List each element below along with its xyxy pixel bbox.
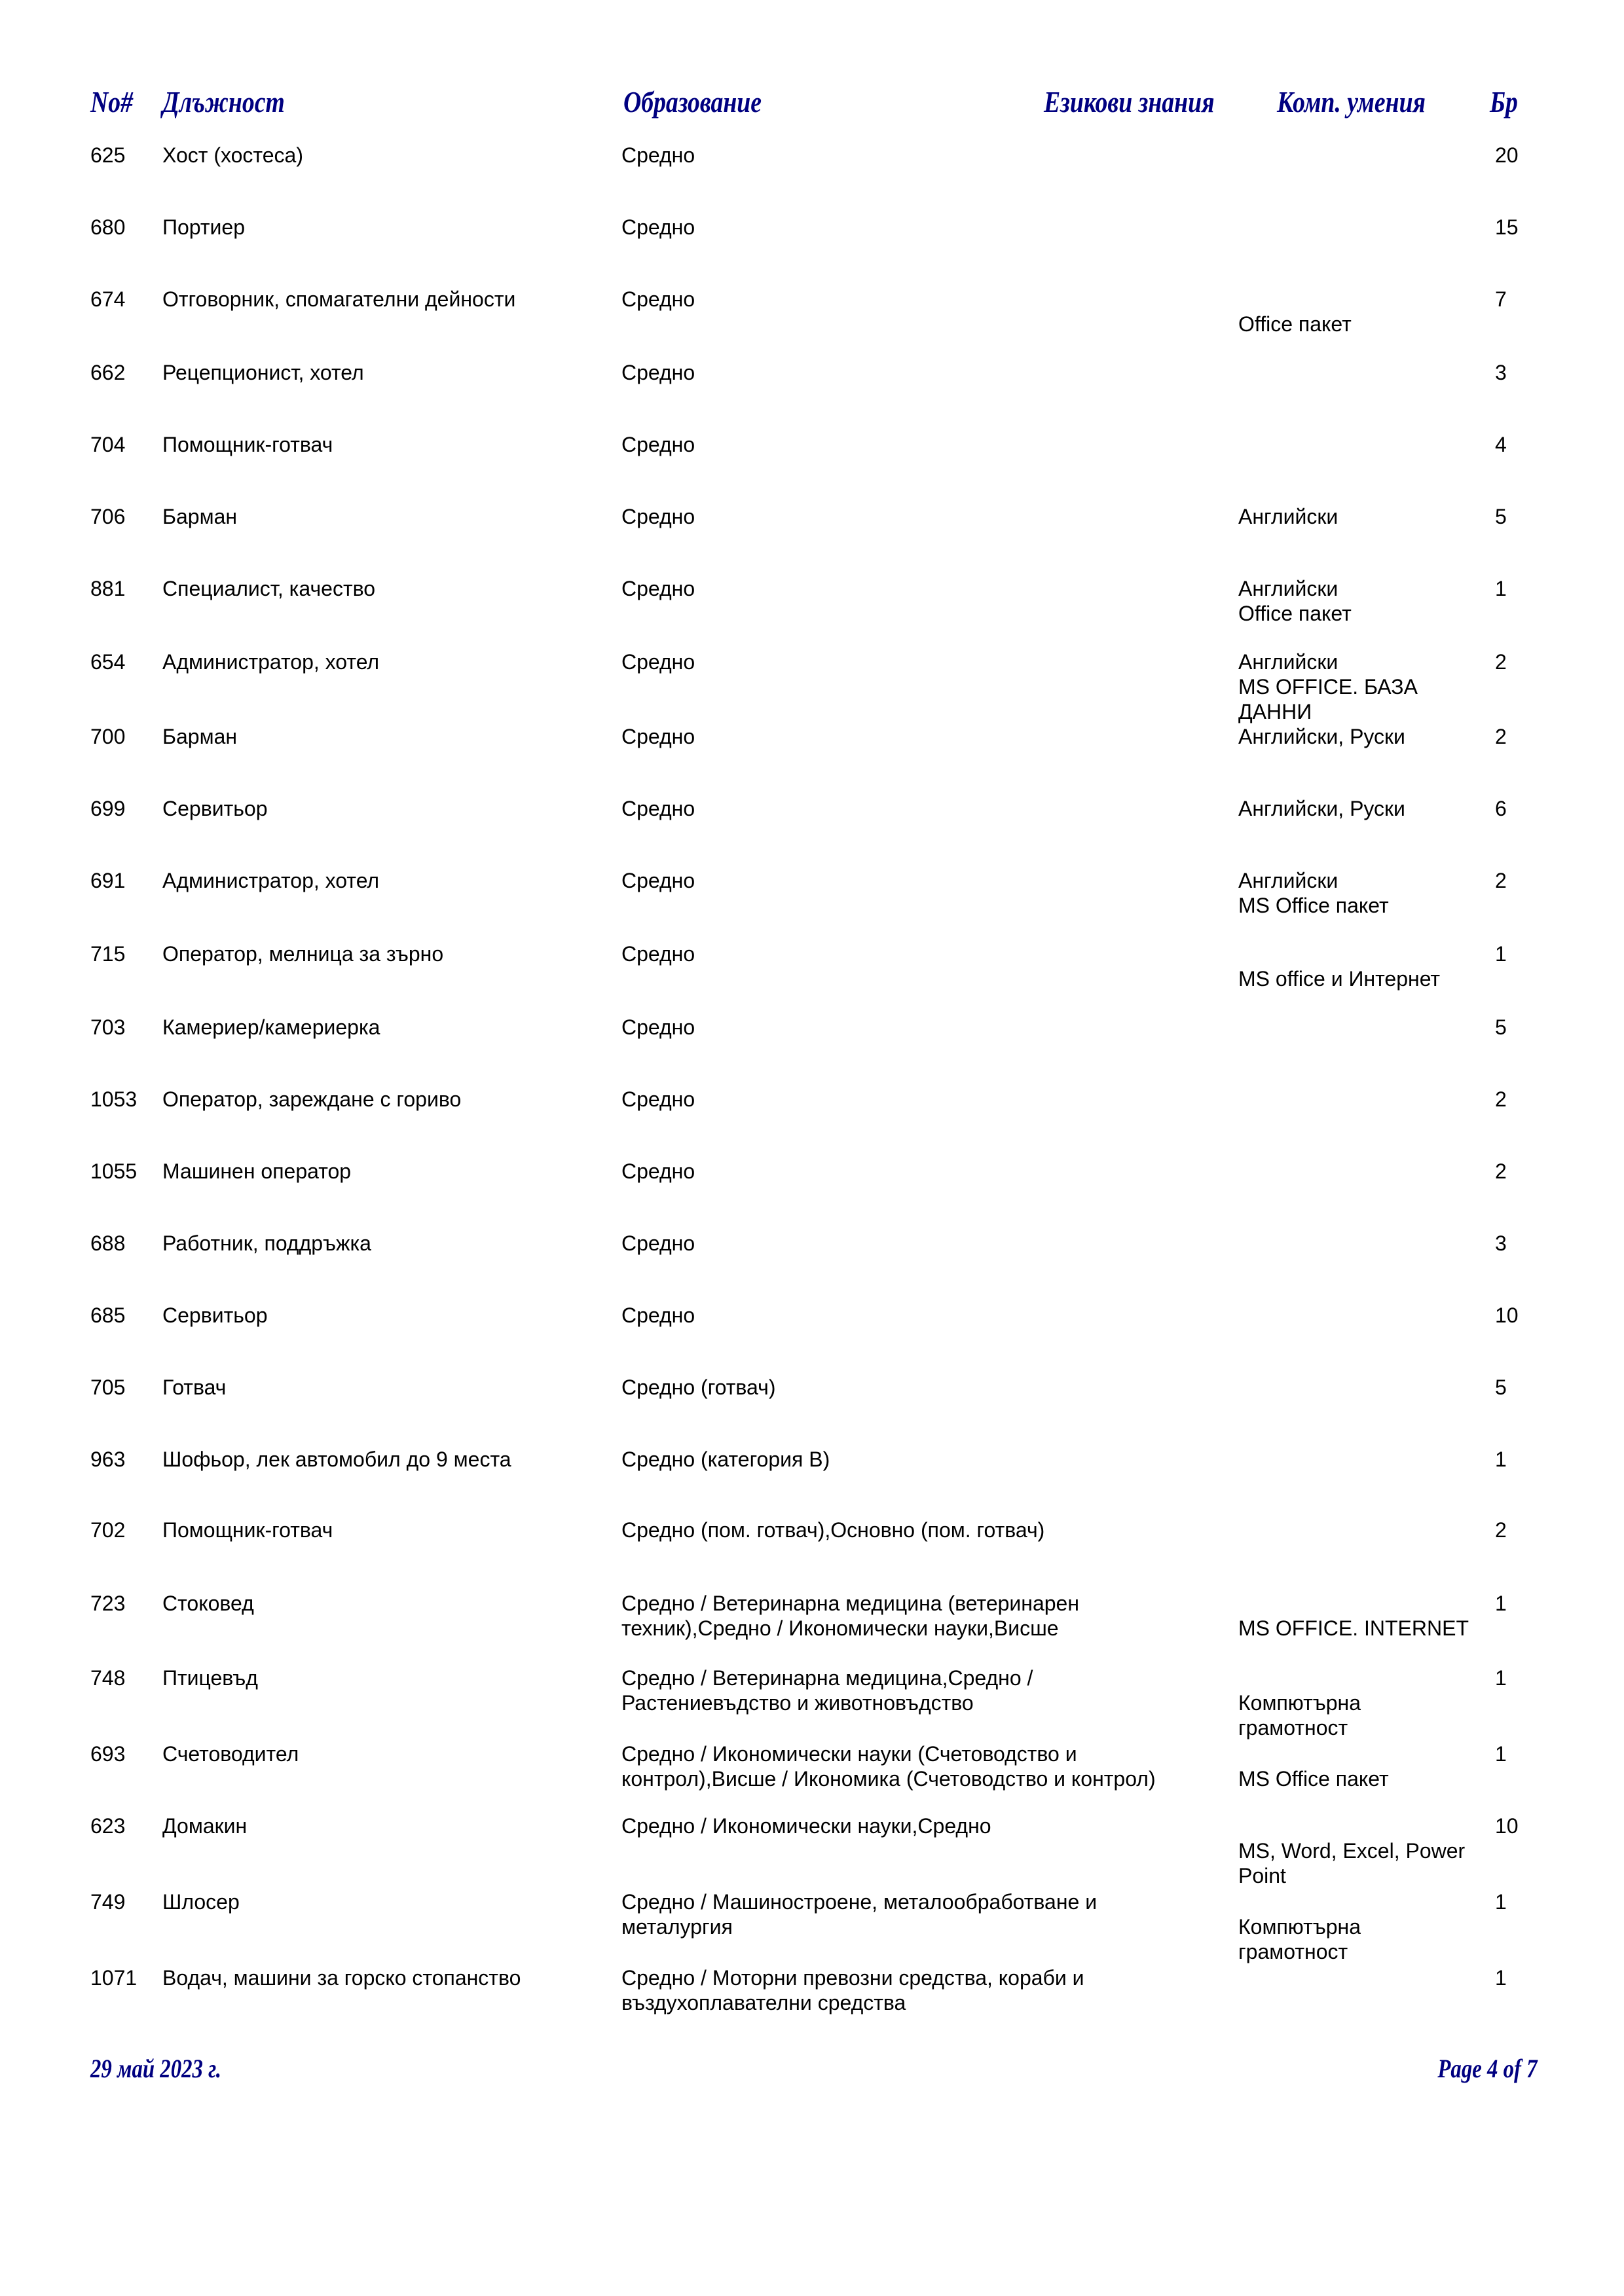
row-number: 1071 [90,1966,138,1990]
row-number: 623 [90,1814,126,1838]
vacancy-count: 15 [1495,215,1519,239]
column-header-no: No# [90,85,133,118]
education-requirement: Средно / Икономически науки,Средно [621,1814,991,1838]
education-requirement: Средно [621,942,695,966]
position-title: Специалист, качество [162,577,376,600]
position-title: Портиер [162,215,246,239]
education-requirement: Средно [621,1231,695,1255]
education-requirement: Средно (пом. готвач),Основно (пом. готвач) [621,1518,1045,1542]
position-title: Камериер/камериерка [162,1015,380,1039]
position-title: Администратор, хотел [162,869,380,892]
education-requirement: Средно / Машиностроене, металообработване и металургия [621,1890,1098,1939]
education-requirement: Средно [621,869,695,892]
row-number: 685 [90,1303,126,1327]
row-number: 1053 [90,1087,138,1111]
row-number: 715 [90,942,126,966]
row-number: 704 [90,433,126,456]
position-title: Сервитьор [162,1303,268,1327]
row-number: 699 [90,797,126,820]
footer-page-number: Page 4 of 7 [1437,2054,1538,2083]
vacancy-count: 1 [1495,1666,1507,1690]
vacancy-count: 3 [1495,361,1507,384]
computer-skills: Office пакет [1238,602,1352,625]
education-requirement: Средно / Икономически науки (Счетоводство и контрол),Висше / Икономика (Счетоводство и контрол) [621,1742,1156,1791]
row-number: 703 [90,1015,126,1039]
computer-skills: Office пакет [1238,312,1352,336]
vacancy-count: 7 [1495,287,1507,311]
education-requirement: Средно [621,505,695,528]
position-title: Оператор, зареждане с гориво [162,1087,462,1111]
column-header-computer-skills: Комп. умения [1277,85,1426,118]
computer-skills: MS OFFICE. INTERNET [1238,1616,1469,1640]
row-number: 748 [90,1666,126,1690]
row-number: 693 [90,1742,126,1766]
education-requirement: Средно / Моторни превозни средства, кораби и въздухоплавателни средства [621,1966,1084,2014]
column-header-count: Бр [1490,85,1518,118]
row-number: 1055 [90,1159,138,1183]
row-number: 705 [90,1376,126,1399]
position-title: Стоковед [162,1592,254,1615]
computer-skills: MS Office пакет [1238,894,1389,917]
vacancy-count: 2 [1495,1159,1507,1183]
row-number: 674 [90,287,126,311]
vacancy-count: 2 [1495,1518,1507,1542]
position-title: Отговорник, спомагателни дейности [162,287,516,311]
language-skills: Английски, Руски [1238,797,1405,820]
education-requirement: Средно [621,650,695,674]
education-requirement: Средно [621,361,695,384]
position-title: Счетоводител [162,1742,299,1766]
vacancy-count: 10 [1495,1303,1519,1327]
vacancy-count: 1 [1495,1592,1507,1615]
education-requirement: Средно [621,1303,695,1327]
row-number: 625 [90,143,126,167]
language-skills: Английски [1238,650,1338,674]
position-title: Помощник-готвач [162,1518,333,1542]
row-number: 662 [90,361,126,384]
row-number: 706 [90,505,126,528]
education-requirement: Средно [621,143,695,167]
education-requirement: Средно / Ветеринарна медицина (ветеринарен техник),Средно / Икономически науки,Висше [621,1592,1080,1640]
row-number: 680 [90,215,126,239]
computer-skills: MS OFFICE. БАЗА ДАННИ [1238,675,1418,723]
row-number: 654 [90,650,126,674]
position-title: Хост (хостеса) [162,143,303,167]
vacancy-count: 4 [1495,433,1507,456]
computer-skills: Компютърна грамотност [1238,1915,1361,1963]
computer-skills: MS, Word, Excel, Power Point [1238,1839,1466,1887]
education-requirement: Средно [621,433,695,456]
vacancy-count: 5 [1495,505,1507,528]
position-title: Сервитьор [162,797,268,820]
computer-skills: Компютърна грамотност [1238,1691,1361,1740]
vacancy-count: 6 [1495,797,1507,820]
column-header-education: Образование [623,85,762,118]
footer-date: 29 май 2023 г. [90,2054,221,2083]
education-requirement: Средно [621,577,695,600]
position-title: Барман [162,505,238,528]
position-title: Готвач [162,1376,227,1399]
row-number: 881 [90,577,126,600]
vacancy-count: 5 [1495,1376,1507,1399]
position-title: Машинен оператор [162,1159,352,1183]
education-requirement: Средно [621,797,695,820]
position-title: Работник, поддръжка [162,1231,371,1255]
education-requirement: Средно [621,1159,695,1183]
row-number: 691 [90,869,126,892]
vacancy-count: 3 [1495,1231,1507,1255]
position-title: Барман [162,725,238,748]
row-number: 723 [90,1592,126,1615]
position-title: Администратор, хотел [162,650,380,674]
position-title: Птицевъд [162,1666,258,1690]
education-requirement: Средно (готвач) [621,1376,776,1399]
education-requirement: Средно [621,725,695,748]
row-number: 688 [90,1231,126,1255]
vacancy-count: 2 [1495,1087,1507,1111]
computer-skills: MS Office пакет [1238,1767,1389,1791]
vacancy-count: 1 [1495,942,1507,966]
position-title: Помощник-готвач [162,433,333,456]
education-requirement: Средно [621,1087,695,1111]
vacancy-count: 2 [1495,725,1507,748]
education-requirement: Средно (категория В) [621,1448,830,1471]
row-number: 702 [90,1518,126,1542]
education-requirement: Средно [621,287,695,311]
column-header-languages: Езикови знания [1044,85,1215,118]
position-title: Шлосер [162,1890,240,1914]
row-number: 963 [90,1448,126,1471]
vacancy-count: 10 [1495,1814,1519,1838]
row-number: 749 [90,1890,126,1914]
education-requirement: Средно [621,1015,695,1039]
vacancy-count: 1 [1495,577,1507,600]
vacancy-count: 1 [1495,1742,1507,1766]
vacancy-count: 20 [1495,143,1519,167]
position-title: Рецепционист, хотел [162,361,364,384]
vacancy-count: 1 [1495,1966,1507,1990]
column-header-position: Длъжност [162,85,285,118]
vacancy-count: 1 [1495,1890,1507,1914]
vacancy-count: 2 [1495,869,1507,892]
vacancy-count: 5 [1495,1015,1507,1039]
education-requirement: Средно / Ветеринарна медицина,Средно / Растениевъдство и животновъдство [621,1666,1033,1715]
position-title: Шофьор, лек автомобил до 9 места [162,1448,511,1471]
position-title: Водач, машини за горско стопанство [162,1966,521,1990]
language-skills: Английски [1238,505,1338,528]
education-requirement: Средно [621,215,695,239]
language-skills: Английски, Руски [1238,725,1405,748]
computer-skills: MS office и Интернет [1238,967,1441,991]
vacancy-count: 1 [1495,1448,1507,1471]
language-skills: Английски [1238,869,1338,892]
position-title: Оператор, мелница за зърно [162,942,444,966]
position-title: Домакин [162,1814,248,1838]
vacancy-count: 2 [1495,650,1507,674]
row-number: 700 [90,725,126,748]
language-skills: Английски [1238,577,1338,600]
